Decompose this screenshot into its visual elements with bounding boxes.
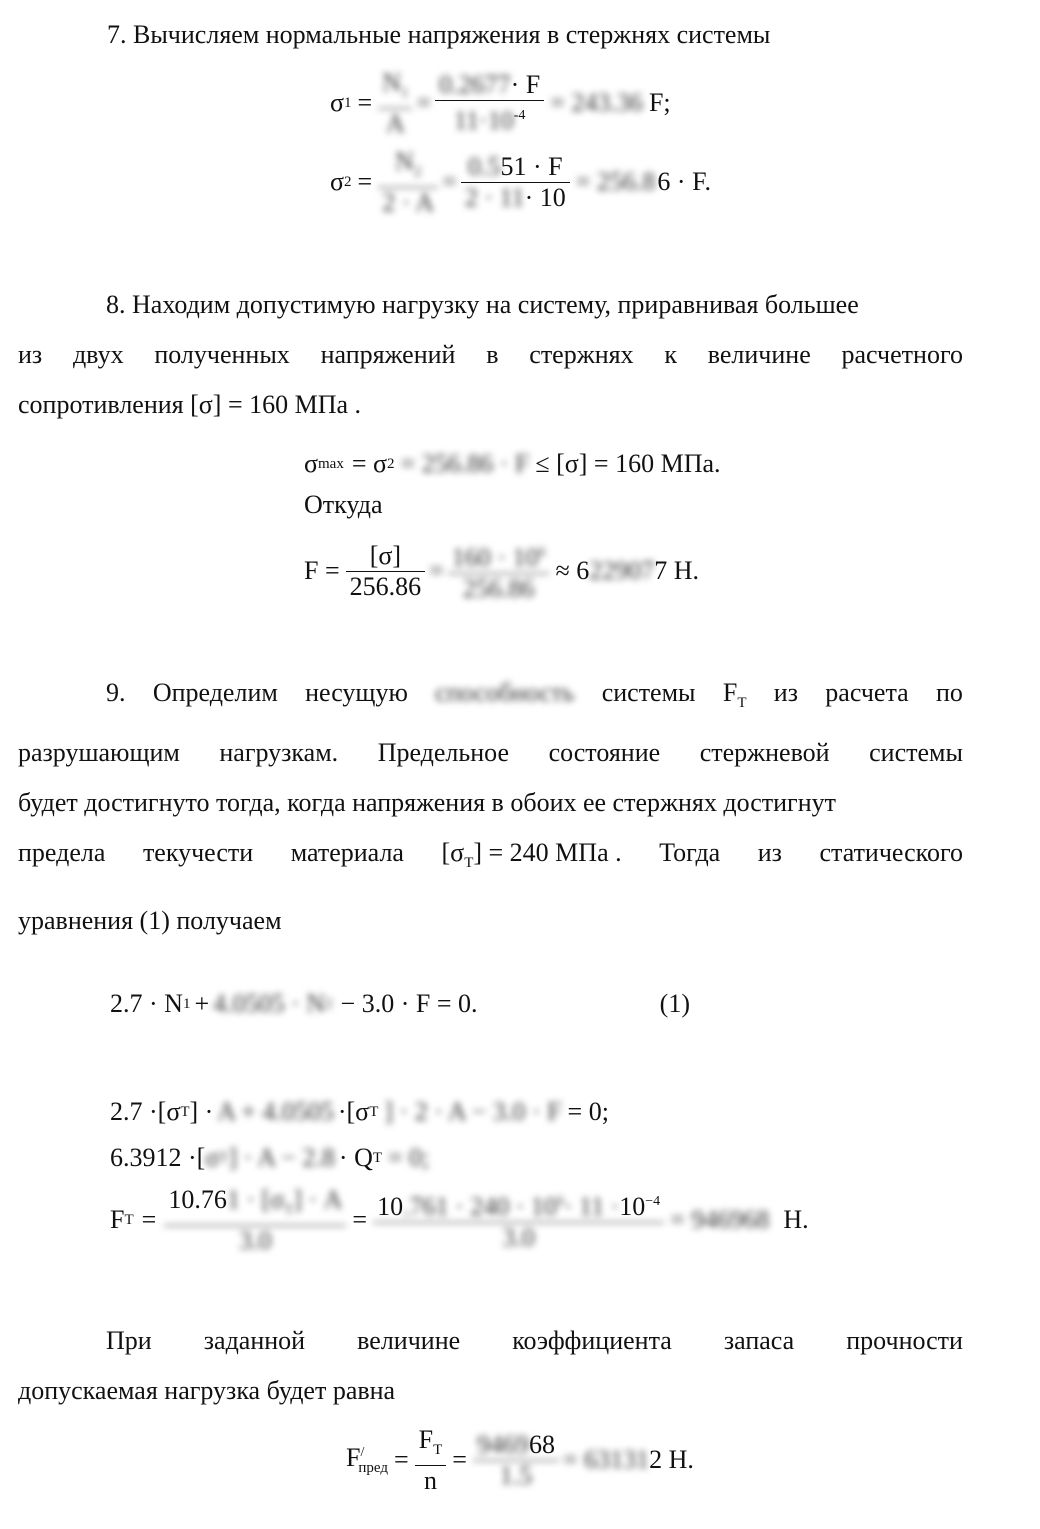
final-paragraph (18, 1316, 963, 1416)
sigma1-formula: σ 1 = $\frac{N_1}{A}$ = $\frac{0.2677\cdot F}{11\cdot 10^{-4}}$ = 243.36 F; (330, 67, 671, 138)
Fpred-fraction-1: $\frac{F_T}{n}$ (415, 1425, 447, 1496)
blurred-fraction: $\frac{N_1}{A}$ (378, 68, 412, 139)
FT-fraction-1: $\frac{10.761 \cdot [\sigma_T] \cdot A}{3.0}$ (164, 1185, 346, 1256)
blurred-fraction: $\frac{N_2}{2 \cdot A}$ (378, 147, 438, 218)
blurred-term: 4.0505 · N (213, 989, 326, 1018)
limit-eq-line2: 6.3912 ·[ σ T ] · A − 2.8 · Q T = 0; (110, 1143, 430, 1172)
otkuda-label: Откуда (304, 490, 383, 519)
F-formula: F = $\frac{[\sigma]}{256.86}$ = $\frac{160 \cdot 10^6}{256.86}$ ≈ 6 22907 7 Н. (304, 536, 699, 606)
sigma-max-formula: σ max = σ 2 = 256.86 · F ≤ [σ] = 160 МПа. (304, 449, 721, 478)
sigma2-fraction: $\frac{0.551 \cdot F}{2 \cdot 11\cdot 10}$ (461, 152, 570, 213)
Fpred-formula: $F^/_{пред}$ = $\frac{F_T}{n}$ = $\frac{946968}{1.5}$ = 63131 2 Н. (346, 1424, 694, 1495)
equals-sign: = (357, 167, 373, 196)
subscript: 1 (344, 94, 352, 111)
section-8-line1: 8. Находим допустимую нагрузку на систему, приравнивая большее (106, 290, 859, 319)
blurred-result: = 63131 (562, 1445, 650, 1474)
equation-number: (1) (659, 989, 690, 1018)
sigma-symbol: σ (330, 88, 345, 117)
section-8-line2: из двух полученных напряжений в стержнях к величине расчетного (18, 340, 963, 369)
sigma-symbol: σ (330, 167, 345, 196)
sigma1-fraction: $\frac{0.2677\cdot F}{11\cdot 10^{-4}}$ (435, 70, 544, 136)
final-line2: допускаемая нагрузка будет равна (18, 1376, 396, 1405)
FT-fraction-2: $\frac{10.761 \cdot 240 \cdot 10^6\cdot 11 \cdot 10^{-4}}{3.0}$ (373, 1187, 664, 1253)
sigma2-formula: σ 2 = $\frac{N_2}{2 \cdot A}$ = $\frac{0.551 \cdot F}{2 \cdot 11\cdot 10}$ = 256.8 6 · F. (330, 146, 711, 217)
blurred-result: = 946968 (670, 1205, 770, 1234)
section-7-heading: 7. Вычисляем нормальные напряжения в стержнях системы (107, 20, 771, 49)
section-8-line3: сопротивления [σ] = 160 МПа . (18, 390, 362, 419)
section-9-paragraph (18, 668, 963, 946)
F-fraction: $\frac{[\sigma]}{256.86}$ (346, 541, 426, 602)
section-9-line4: предела текучести материала $[\sigma_T] = 240$ МПа . Тогда из статического (18, 838, 963, 871)
subscript: 2 (344, 173, 352, 190)
section-9-line2: разрушающим нагрузкам. Предельное состояние стержневой системы (18, 738, 963, 767)
section-8-paragraph (18, 280, 963, 430)
equation-1: 2.7 · N 1 + 4.0505 · N 2 − 3.0 · F = 0. (1) (110, 989, 690, 1018)
blurred-fraction: $\frac{160 \cdot 10^6}{256.86}$ (448, 538, 550, 604)
FT-formula: F T = $\frac{10.761 \cdot [\sigma_T] \cdot A}{3.0}$ = $\frac{10.761 \cdot 240 \cdot 10^6\cdot 11 \cdot 10^{-4}}{3.0}$ = 946968 Н. (110, 1184, 809, 1255)
sigma1-tail: F; (648, 88, 671, 117)
section-9-line3: будет достигнуто тогда, когда напряжения в обоих ее стержнях достигнут (18, 788, 836, 817)
blurred-value: 22907 (589, 556, 655, 585)
sigma2-tail: 6 · F. (657, 167, 711, 196)
equals-sign: = (357, 88, 373, 117)
limit-eq-line1: 2.7 ·[σ T ] · A + 4.0505 ·[σ T ] · 2 · A − 3.0 · F = 0; (110, 1097, 609, 1126)
blurred-value: = 256.86 · F (400, 449, 530, 478)
blurred-result: = 256.8 (575, 167, 656, 196)
final-line1: При заданной величине коэффициента запаса прочности (106, 1326, 963, 1355)
section-9-line5: уравнения (1) получаем (18, 906, 282, 935)
section-9-line1: 9. Определим несущую способность системы $F_Т$ из расчета по (106, 678, 963, 711)
Fpred-fraction-2: $\frac{946968}{1.5}$ (473, 1430, 559, 1491)
blurred-result: = 243.36 (550, 88, 643, 117)
